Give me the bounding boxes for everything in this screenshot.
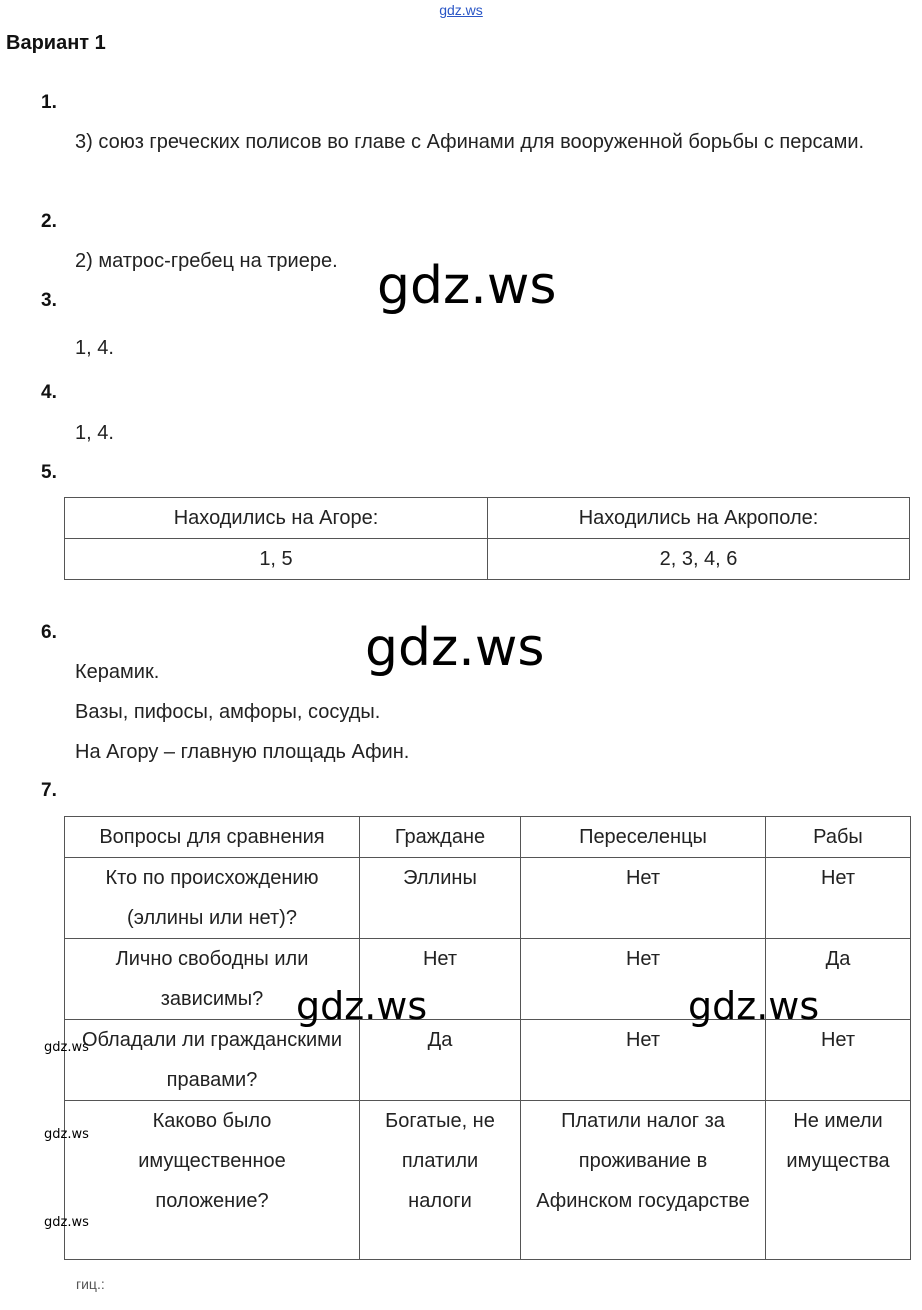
table7-cell: Богатые, не платили налоги [360,1101,521,1260]
question-1-answer: 3) союз греческих полисов во главе с Афинами для вооруженной борьбы с персами. [75,131,865,153]
table7-cell: Нет [521,1020,766,1101]
table7-cell: Нет [766,1020,911,1101]
table7-header-slaves: Рабы [766,817,911,858]
question-7-number: 7. [41,780,57,801]
watermark-large-2: gdz.ws [365,618,545,678]
table7-cell: Платили налог за проживание в Афинском государстве [521,1101,766,1260]
watermark-small-1: gdz.ws [44,1040,89,1055]
table7-cell: Обладали ли гражданскими правами? [65,1020,360,1101]
table7-header-citizens: Граждане [360,817,521,858]
watermark-medium-2: gdz.ws [688,984,820,1028]
footer-fragment: гиц.: [76,1276,105,1292]
table7-cell: Кто по происхождению (эллины или нет)? [65,858,360,939]
table7-cell: Нет [360,939,521,1020]
table7-cell: Да [360,1020,521,1101]
question-3-answer: 1, 4. [75,337,114,359]
question-5-table [64,497,910,580]
table7-header-row [65,817,911,858]
question-6-line-1: Керамик. [75,661,160,683]
watermark-small-3: gdz.ws [44,1215,89,1230]
table5-value-acropolis: 2, 3, 4, 6 [488,539,910,580]
table5-header-acropolis: Находились на Акрополе: [488,498,910,539]
question-4-answer: 1, 4. [75,422,114,444]
table7-header-questions: Вопросы для сравнения [65,817,360,858]
table7-header-settlers: Переселенцы [521,817,766,858]
table-row [65,1020,911,1101]
question-2-number: 2. [41,211,57,232]
watermark-large-1: gdz.ws [377,256,557,316]
table7-cell: Нет [521,858,766,939]
variant-title: Вариант 1 [6,32,106,54]
question-1-number: 1. [41,92,57,113]
table7-cell: Эллины [360,858,521,939]
question-2-answer: 2) матрос-гребец на триере. [75,250,338,272]
table7-cell: Нет [521,939,766,1020]
question-7-table [64,816,911,1260]
question-4-number: 4. [41,382,57,403]
table5-header-agora: Находились на Агоре: [65,498,488,539]
question-3-number: 3. [41,290,57,311]
question-6-line-2: Вазы, пифосы, амфоры, сосуды. [75,701,381,723]
watermark-small-2: gdz.ws [44,1127,89,1142]
table-row [65,1101,911,1260]
table7-cell: Каково было имущественное положение? [65,1101,360,1260]
table7-cell: Не имели имущества [766,1101,911,1260]
table7-cell: Нет [766,858,911,939]
question-5-number: 5. [41,462,57,483]
question-6-number: 6. [41,622,57,643]
top-watermark-link[interactable]: gdz.ws [439,2,483,18]
table7-cell: Лично свободны или зависимы? [65,939,360,1020]
watermark-medium-1: gdz.ws [296,984,428,1028]
table5-value-agora: 1, 5 [65,539,488,580]
table-row [65,858,911,939]
question-6-line-3: На Агору – главную площадь Афин. [75,741,410,763]
table7-cell: Да [766,939,911,1020]
